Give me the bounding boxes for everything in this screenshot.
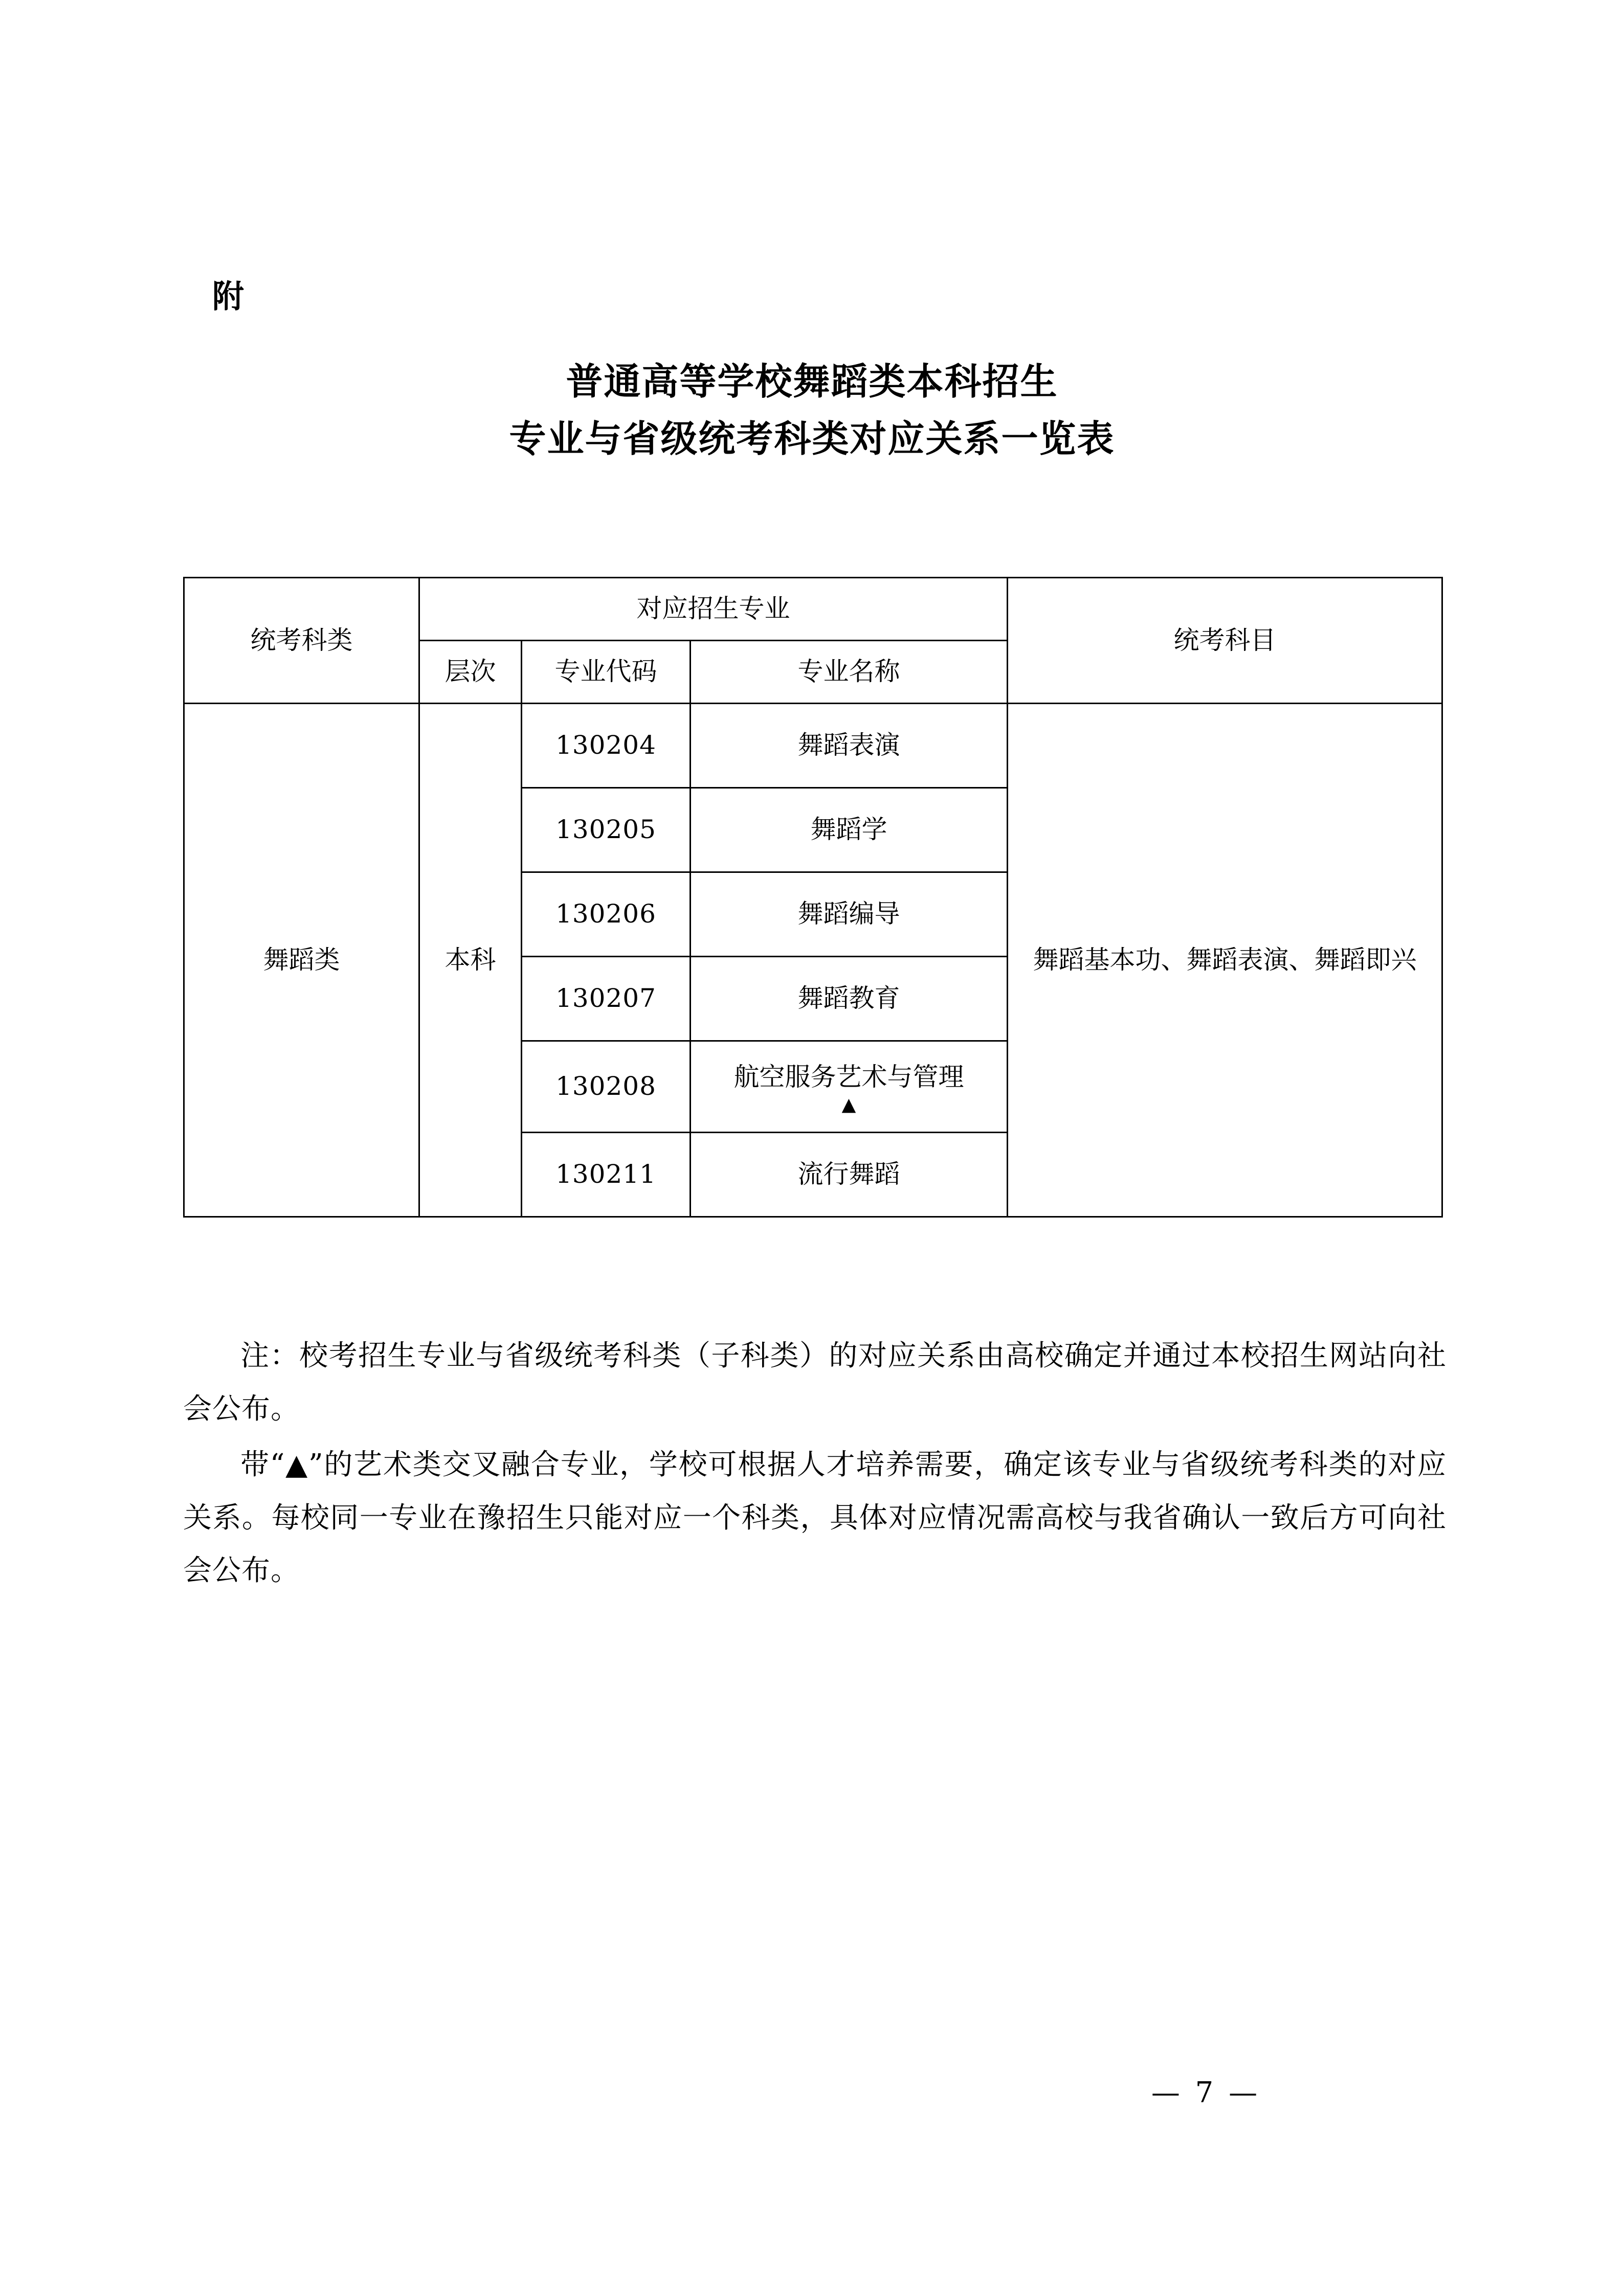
cell-major-code: 130204 [522, 704, 691, 788]
header-majors-group: 对应招生专业 [419, 578, 1008, 641]
title-line-2: 专业与省级统考科类对应关系一览表 [509, 416, 1115, 460]
notes-section [183, 1330, 1447, 1601]
table-row [184, 704, 1442, 788]
title-line-1: 普通高等学校舞蹈类本科招生 [566, 359, 1058, 403]
cell-major-code: 130205 [522, 788, 691, 872]
header-subjects: 统考科目 [1008, 578, 1442, 704]
header-code: 专业代码 [522, 641, 691, 704]
cell-major-code: 130206 [522, 872, 691, 957]
major-subject-mapping-table [183, 577, 1443, 1218]
cell-major-name-with-mark [691, 1041, 1008, 1133]
cell-major-name: 舞蹈编导 [691, 872, 1008, 957]
cell-major-code: 130211 [522, 1133, 691, 1217]
attachment-label: 附 [212, 278, 246, 315]
cell-major-code: 130207 [522, 957, 691, 1041]
cell-level-value: 本科 [419, 704, 522, 1217]
page-number: — 7 — [1151, 2076, 1261, 2109]
header-name: 专业名称 [691, 641, 1008, 704]
cell-major-name: 航空服务艺术与管理 [733, 1062, 964, 1092]
cell-major-name: 舞蹈表演 [691, 704, 1008, 788]
cell-major-code: 130208 [522, 1041, 691, 1133]
note-paragraph-2: 带“▲”的艺术类交叉融合专业，学校可根据人才培养需要，确定该专业与省级统考科类的对应关系。每校同一专业在豫招生只能对应一个科类，具体对应情况需高校与我省确认一致后方可向社会公布。 [183, 1448, 1447, 1588]
cell-major-name: 舞蹈教育 [691, 957, 1008, 1041]
page-title [0, 353, 1624, 467]
note-paragraph-1: 注：校考招生专业与省级统考科类（子科类）的对应关系由高校确定并通过本校招生网站向社会公布。 [183, 1339, 1447, 1426]
cell-major-name: 流行舞蹈 [691, 1133, 1008, 1217]
cell-category-value: 舞蹈类 [184, 704, 419, 1217]
triangle-mark-icon: ▲ [841, 1094, 856, 1115]
table-header-row-1 [184, 578, 1442, 641]
header-level: 层次 [419, 641, 522, 704]
cell-major-name: 舞蹈学 [691, 788, 1008, 872]
cell-subjects-value: 舞蹈基本功、舞蹈表演、舞蹈即兴 [1008, 704, 1442, 1217]
header-category: 统考科类 [184, 578, 419, 704]
